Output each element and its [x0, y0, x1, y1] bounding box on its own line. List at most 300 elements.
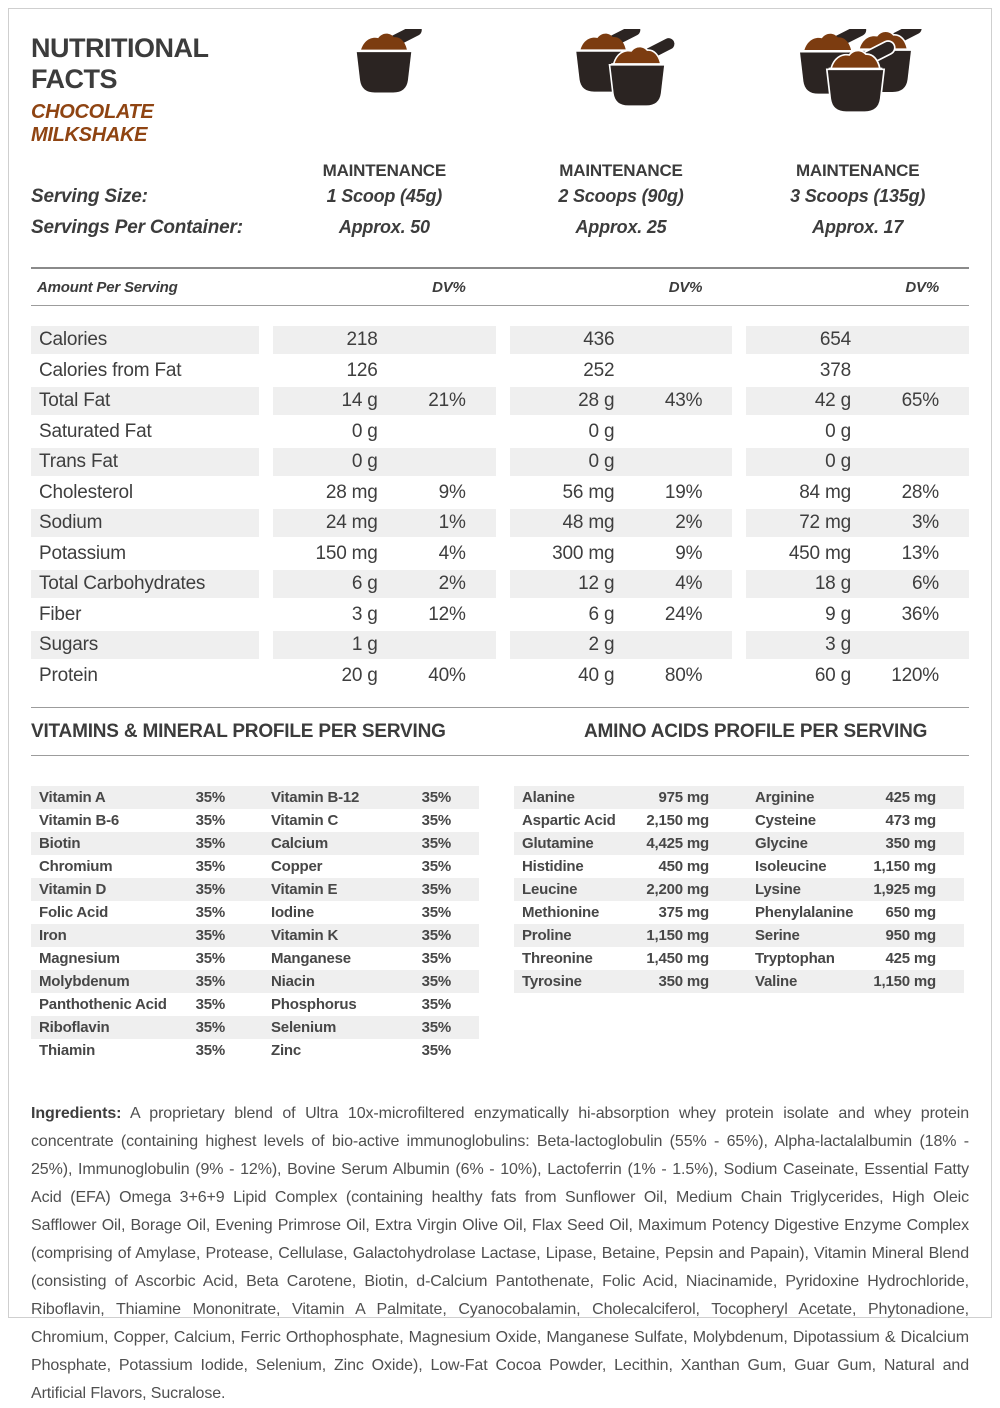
plan-name-2: MAINTENANCE [559, 161, 683, 180]
ingredients-paragraph [31, 1100, 969, 1408]
vitamin-name: Vitamin A [39, 789, 106, 806]
amino-name: Leucine [522, 881, 578, 898]
dv-value: 13% [901, 542, 939, 564]
title-block [31, 29, 259, 147]
nutrition-label [8, 8, 992, 1402]
vitamin-name: Vitamin B-12 [271, 789, 360, 806]
amino-value: 1,150 mg [646, 927, 709, 944]
amount-value: 150 mg [315, 542, 378, 564]
dv-value: 21% [428, 390, 466, 411]
amino-acid-row [514, 809, 964, 832]
amount-value: 24 mg [325, 512, 378, 533]
amino-pair-2 [739, 878, 964, 901]
amount-value: 42 g [814, 390, 851, 411]
amino-name: Cysteine [755, 812, 816, 829]
amino-pair-1 [514, 901, 739, 924]
vitamin-name: Vitamin K [271, 927, 339, 944]
dv-value: 2% [438, 573, 466, 594]
dv-value [614, 448, 702, 476]
amino-value: 4,425 mg [646, 835, 709, 852]
amino-name: Histidine [522, 858, 584, 875]
amount-value: 9 g [825, 603, 851, 625]
amount-value: 40 g [578, 664, 615, 686]
nutrition-row [31, 601, 969, 629]
amino-pair-2 [739, 855, 964, 878]
nutrient-value-col1 [273, 357, 496, 385]
two-scoops-icon [557, 29, 685, 107]
nutrient-value-col3 [746, 601, 969, 629]
nutrient-value-col3 [746, 570, 969, 598]
dv-value: 9% [675, 542, 703, 564]
amino-pair-2 [739, 924, 964, 947]
nutrient-value-col2 [510, 418, 733, 446]
amino-name: Methionine [522, 904, 600, 921]
amino-name: Proline [522, 927, 572, 944]
vitamin-row [31, 809, 479, 832]
vitamin-name: Iodine [271, 904, 314, 921]
vitamin-value: 35% [195, 835, 225, 852]
dv-value: 4% [438, 542, 466, 564]
dv-value: 43% [664, 390, 703, 411]
vitamin-value: 35% [195, 858, 225, 875]
vitamin-row [31, 947, 479, 970]
amino-value: 975 mg [658, 789, 709, 806]
nutrient-value-col2 [510, 601, 733, 629]
amino-value: 425 mg [885, 789, 936, 806]
vitamin-row [31, 786, 479, 809]
amount-value: 0 g [825, 451, 851, 472]
amino-value: 1,925 mg [873, 881, 936, 898]
amino-name: Glutamine [522, 835, 594, 852]
amount-value: 0 g [825, 420, 851, 442]
amount-value: 60 g [814, 664, 851, 686]
vitamin-name: Molybdenum [39, 973, 130, 990]
vitamin-name: Phosphorus [271, 996, 357, 1013]
amino-name: Tryptophan [755, 950, 835, 967]
dv-value: 19% [664, 481, 703, 503]
dv-value: 9% [438, 481, 466, 503]
amount-value: 0 g [588, 451, 615, 472]
servings-per-container-label: Servings Per Container: [31, 217, 243, 238]
dv-value [378, 631, 466, 659]
vitamin-value: 35% [195, 973, 225, 990]
nutrient-value-col3 [746, 326, 969, 354]
amino-pair-2 [739, 809, 964, 832]
dv-header-3: DV% [905, 279, 939, 296]
vitamin-pair-2 [255, 1039, 479, 1062]
amino-name: Threonine [522, 950, 593, 967]
vitamin-value: 35% [421, 927, 451, 944]
dv-value [851, 326, 939, 354]
amino-value: 450 mg [658, 858, 709, 875]
serving-size-1: 1 Scoop (45g) [326, 186, 443, 206]
nutrient-value-col1 [273, 326, 496, 354]
amount-value: 20 g [341, 664, 378, 686]
profile-tables [31, 786, 969, 1062]
vitamin-pair-1 [31, 970, 255, 993]
amino-value: 425 mg [885, 950, 936, 967]
vitamin-name: Panthothenic Acid [39, 996, 167, 1013]
vitamin-pair-2 [255, 947, 479, 970]
nutrient-value-col1 [273, 570, 496, 598]
nutrient-label: Total Fat [31, 387, 259, 415]
ingredients-label: Ingredients: [31, 1105, 122, 1122]
amount-value: 0 g [351, 451, 378, 472]
amino-acid-row [514, 924, 964, 947]
amino-name: Arginine [755, 789, 815, 806]
dv-value: 40% [428, 664, 466, 686]
vitamin-pair-2 [255, 832, 479, 855]
nutrient-value-col2 [510, 387, 733, 415]
amino-name: Alanine [522, 789, 575, 806]
dv-value [614, 631, 702, 659]
nutrition-row [31, 326, 969, 354]
amount-value: 18 g [814, 573, 851, 594]
vitamin-pair-1 [31, 901, 255, 924]
dv-value [614, 418, 702, 446]
amount-value: 28 g [578, 390, 615, 411]
amount-value: 300 mg [552, 542, 615, 564]
vitamin-name: Zinc [271, 1042, 302, 1059]
vitamin-name: Manganese [271, 950, 351, 967]
vitamin-name: Iron [39, 927, 67, 944]
vitamin-pair-2 [255, 809, 479, 832]
vitamin-pair-1 [31, 809, 255, 832]
amino-pair-2 [739, 786, 964, 809]
vitamin-pair-1 [31, 993, 255, 1016]
amino-value: 350 mg [885, 835, 936, 852]
vitamins-title: VITAMINS & MINERAL PROFILE PER SERVING [31, 721, 446, 742]
vitamin-row [31, 901, 479, 924]
one-scoop-icon [334, 29, 434, 95]
dv-value: 4% [675, 573, 703, 594]
amino-acids-title: AMINO ACIDS PROFILE PER SERVING [584, 721, 928, 742]
amino-pair-2 [739, 901, 964, 924]
vitamin-name: Vitamin B-6 [39, 812, 120, 829]
vitamin-name: Calcium [271, 835, 328, 852]
amino-pair-2 [739, 970, 964, 993]
dv-header-1: DV% [432, 279, 466, 296]
nutrient-value-col2 [510, 357, 733, 385]
serving-column-2-icon-box [510, 29, 733, 107]
vitamin-pair-1 [31, 1039, 255, 1062]
nutrient-label: Sodium [31, 509, 259, 537]
profile-headers [31, 708, 969, 755]
vitamin-name: Magnesium [39, 950, 120, 967]
vitamin-name: Niacin [271, 973, 315, 990]
vitamin-value: 35% [421, 812, 451, 829]
vitamin-pair-2 [255, 786, 479, 809]
amino-value: 375 mg [658, 904, 709, 921]
dv-value [851, 448, 939, 476]
nutrient-value-col2 [510, 570, 733, 598]
servings-per-container-3: Approx. 17 [812, 217, 904, 237]
vitamin-name: Biotin [39, 835, 81, 852]
vitamin-name: Copper [271, 858, 323, 875]
nutrition-row [31, 662, 969, 690]
vitamin-value: 35% [195, 789, 225, 806]
vitamin-value: 35% [195, 950, 225, 967]
nutrient-value-col1 [273, 479, 496, 507]
vitamin-pair-1 [31, 855, 255, 878]
vitamin-value: 35% [195, 996, 225, 1013]
serving-size-label: Serving Size: [31, 186, 148, 207]
vitamin-pair-1 [31, 786, 255, 809]
nutrient-label: Protein [39, 664, 98, 686]
amino-name: Valine [755, 973, 798, 990]
vitamin-name: Selenium [271, 1019, 337, 1036]
amino-name: Phenylalanine [755, 904, 854, 921]
amino-value: 473 mg [885, 812, 936, 829]
vitamin-value: 35% [421, 858, 451, 875]
amino-acid-row [514, 901, 964, 924]
vitamin-pair-2 [255, 1016, 479, 1039]
vitamin-name: Vitamin D [39, 881, 107, 898]
dv-value: 65% [901, 390, 939, 411]
dv-value [378, 326, 466, 354]
amino-pair-1 [514, 855, 739, 878]
nutrient-value-col3 [746, 631, 969, 659]
amino-name: Glycine [755, 835, 808, 852]
amount-value: 28 mg [325, 481, 378, 503]
amount-per-serving-label: Amount Per Serving [37, 279, 178, 296]
divider [31, 305, 969, 306]
amount-value: 218 [346, 329, 378, 350]
amount-value: 12 g [578, 573, 615, 594]
amino-value: 350 mg [658, 973, 709, 990]
amino-value: 1,150 mg [873, 858, 936, 875]
nutrient-value-col2 [510, 631, 733, 659]
vitamin-value: 35% [195, 881, 225, 898]
amount-value: 6 g [588, 603, 615, 625]
amino-name: Isoleucine [755, 858, 827, 875]
three-scoops-icon [784, 29, 932, 113]
amino-acid-row [514, 832, 964, 855]
nutrition-table [31, 326, 969, 689]
vitamin-value: 35% [195, 1042, 225, 1059]
amino-value: 2,200 mg [646, 881, 709, 898]
plan-name-1: MAINTENANCE [322, 161, 447, 180]
vitamin-name: Riboflavin [39, 1019, 110, 1036]
nutrient-value-col1 [273, 448, 496, 476]
serving-size-3: 3 Scoops (135g) [790, 186, 926, 206]
dv-value: 6% [911, 573, 939, 594]
amino-pair-1 [514, 832, 739, 855]
nutrition-row [31, 387, 969, 415]
amount-value: 126 [346, 359, 378, 381]
dv-value: 3% [911, 512, 939, 533]
dv-value [378, 448, 466, 476]
nutrient-label: Saturated Fat [39, 420, 152, 442]
nutrition-row [31, 570, 969, 598]
spacer [31, 147, 259, 181]
amount-value: 2 g [588, 634, 615, 655]
nutrient-value-col3 [746, 479, 969, 507]
nutrient-value-col3 [746, 387, 969, 415]
vitamin-row [31, 970, 479, 993]
amount-value: 72 mg [799, 512, 851, 533]
vitamin-value: 35% [421, 789, 451, 806]
servings-per-container-2: Approx. 25 [575, 217, 667, 237]
nutrient-value-col1 [273, 662, 496, 690]
nutrition-row [31, 540, 969, 568]
vitamin-value: 35% [421, 973, 451, 990]
amino-name: Tyrosine [522, 973, 582, 990]
dv-value [614, 357, 702, 385]
dv-value [851, 631, 939, 659]
amino-acid-row [514, 786, 964, 809]
amino-name: Serine [755, 927, 800, 944]
vitamin-value: 35% [421, 904, 451, 921]
vitamin-pair-1 [31, 1016, 255, 1039]
vitamin-row [31, 1016, 479, 1039]
amount-value: 3 g [825, 634, 851, 655]
amino-pair-2 [739, 947, 964, 970]
amount-value: 0 g [588, 420, 615, 442]
nutrient-value-col3 [746, 448, 969, 476]
serving-size-2: 2 Scoops (90g) [558, 186, 684, 206]
vitamin-row [31, 832, 479, 855]
amount-value: 56 mg [562, 481, 615, 503]
vitamin-row [31, 1039, 479, 1062]
vitamin-value: 35% [195, 1019, 225, 1036]
dv-value [851, 418, 939, 446]
nutrition-row [31, 357, 969, 385]
amino-pair-1 [514, 878, 739, 901]
amino-acid-row [514, 878, 964, 901]
nutrient-label: Fiber [39, 603, 82, 625]
vitamins-table [31, 786, 479, 1062]
nutrient-value-col2 [510, 479, 733, 507]
amount-value: 48 mg [562, 512, 615, 533]
vitamin-value: 35% [195, 812, 225, 829]
ingredients-text: A proprietary blend of Ultra 10x-microfiltered enzymatically hi-absorption whey protein isolate and whey protein concentrate (containing highest levels of bio-active immunoglobulins: Beta-lactoglobulin (55% - 65%), Alpha-lactalalbumin (18% - 25%), Immunoglobulin (9% - 12%), Bovine Serum Albumin (6% - 10%), Lactoferrin (1% - 1.5%), Sodium Caseinate, Essential Fatty Acid (EFA) Omega 3+6+9 Lipid Complex (containing healthy fats from Sunflower Oil, Medium Chain Triglycerides, High Oleic Safflower Oil, Borage Oil, Evening Primrose Oil, Extra Virgin Olive Oil, Flax Seed Oil, Maximum Potency Digestive Enzyme Complex (comprising of Amylase, Protease, Cellulase, Galactohydrolase Lactase, Lipase, Betaine, Pepsin and Papain), Vitamin Mineral Blend (consisting of Ascorbic Acid, Beta Carotene, Biotin, d-Calcium Pantothenate, Folic Acid, Niacinamide, Pyridoxine Hydrochloride, Riboflavin, Thiamine Mononitrate, Vitamin A Palmitate, Cyanocobalamin, Cholecalciferol, Tocopheryl Acetate, Phytonadione, Chromium, Copper, Calcium, Ferric Orthophosphate, Magnesium Oxide, Manganese Sulfate, Molybdenum, Dipotassium & Dicalcium Phosphate, Potassium Iodide, Selenium, Zinc Oxide), Low-Fat Cocoa Powder, Lecithin, Xanthan Gum, Guar Gum, Natural and Artificial Flavors, Sucralose. [31, 1105, 969, 1402]
dv-value [851, 357, 939, 385]
nutrient-value-col2 [510, 326, 733, 354]
vitamin-name: Vitamin E [271, 881, 338, 898]
dv-value [614, 326, 702, 354]
vitamin-name: Thiamin [39, 1042, 96, 1059]
nutrient-value-col3 [746, 357, 969, 385]
dv-value: 80% [664, 664, 703, 686]
serving-column-3-icon-box [746, 29, 969, 107]
nutrition-row [31, 509, 969, 537]
vitamin-pair-2 [255, 878, 479, 901]
vitamin-name: Chromium [39, 858, 113, 875]
dv-value: 24% [664, 603, 703, 625]
vitamin-pair-2 [255, 993, 479, 1016]
amount-value: 84 mg [799, 481, 851, 503]
nutrient-value-col3 [746, 418, 969, 446]
amount-value: 14 g [341, 390, 378, 411]
vitamin-value: 35% [421, 881, 451, 898]
amino-acid-row [514, 947, 964, 970]
amino-pair-1 [514, 809, 739, 832]
amino-value: 650 mg [885, 904, 936, 921]
nutrition-row [31, 448, 969, 476]
nutrient-label: Calories [31, 326, 259, 354]
amount-value: 1 g [351, 634, 378, 655]
amount-value: 436 [583, 329, 615, 350]
nutrient-value-col2 [510, 509, 733, 537]
vitamin-pair-1 [31, 878, 255, 901]
nutrient-value-col1 [273, 509, 496, 537]
amount-value: 6 g [351, 573, 378, 594]
flavor-subtitle: CHOCOLATE MILKSHAKE [31, 101, 154, 146]
nutrient-label: Potassium [39, 542, 126, 564]
dv-value: 12% [428, 603, 466, 625]
vitamin-row [31, 924, 479, 947]
vitamin-pair-1 [31, 832, 255, 855]
nutrient-value-col2 [510, 662, 733, 690]
amino-pair-1 [514, 924, 739, 947]
dv-value [378, 418, 466, 446]
vitamin-pair-1 [31, 947, 255, 970]
serving-column-1-icon-box [273, 29, 496, 107]
vitamin-row [31, 993, 479, 1016]
nutrition-row [31, 479, 969, 507]
nutrient-value-col3 [746, 662, 969, 690]
amino-pair-1 [514, 947, 739, 970]
vitamin-value: 35% [421, 835, 451, 852]
nutrient-label: Sugars [31, 631, 259, 659]
amino-value: 1,150 mg [873, 973, 936, 990]
dv-value: 28% [901, 481, 939, 503]
amino-pair-1 [514, 786, 739, 809]
nutrition-row [31, 631, 969, 659]
vitamin-pair-2 [255, 924, 479, 947]
amino-value: 1,450 mg [646, 950, 709, 967]
nutrient-label: Trans Fat [31, 448, 259, 476]
table-header-row [31, 269, 969, 305]
vitamin-value: 35% [421, 950, 451, 967]
amount-value: 0 g [351, 420, 378, 442]
amino-value: 950 mg [885, 927, 936, 944]
dv-value [378, 357, 466, 385]
vitamin-row [31, 855, 479, 878]
dv-value: 1% [438, 512, 466, 533]
vitamin-value: 35% [195, 927, 225, 944]
divider [31, 755, 969, 756]
vitamin-pair-2 [255, 901, 479, 924]
dv-value: 2% [675, 512, 703, 533]
amount-value: 252 [583, 359, 615, 381]
vitamin-name: Vitamin C [271, 812, 339, 829]
nutrient-value-col3 [746, 540, 969, 568]
vitamin-value: 35% [421, 1019, 451, 1036]
label-header [31, 29, 969, 243]
nutrient-value-col1 [273, 631, 496, 659]
vitamin-pair-2 [255, 855, 479, 878]
amount-value: 3 g [351, 603, 378, 625]
vitamin-name: Folic Acid [39, 904, 109, 921]
amino-acid-row [514, 855, 964, 878]
dv-value: 36% [901, 603, 939, 625]
nutrient-value-col1 [273, 601, 496, 629]
vitamin-pair-1 [31, 924, 255, 947]
nutrient-value-col2 [510, 448, 733, 476]
amount-value: 654 [819, 329, 851, 350]
page-title: NUTRITIONAL FACTS [31, 33, 208, 94]
vitamin-value: 35% [421, 996, 451, 1013]
vitamin-pair-2 [255, 970, 479, 993]
amino-acids-table [514, 786, 964, 993]
nutrient-label: Cholesterol [39, 481, 133, 503]
plan-name-3: MAINTENANCE [795, 161, 920, 180]
nutrient-value-col1 [273, 387, 496, 415]
amount-value: 378 [819, 359, 851, 381]
servings-per-container-1: Approx. 50 [338, 217, 430, 237]
